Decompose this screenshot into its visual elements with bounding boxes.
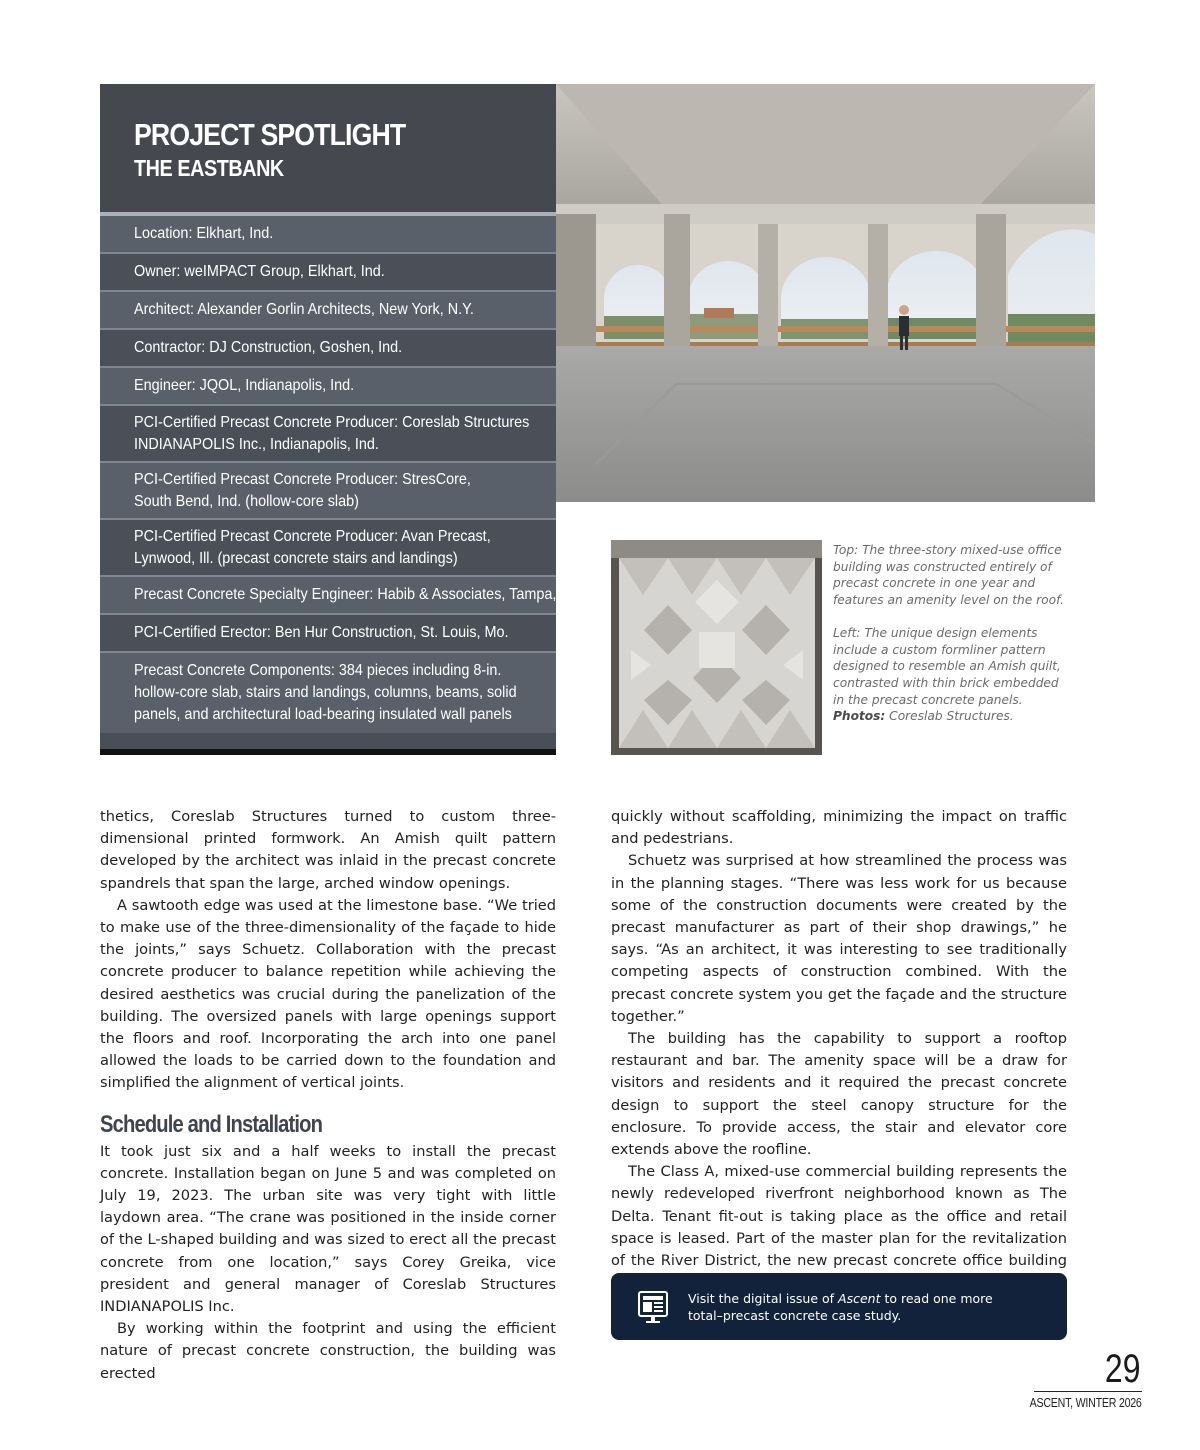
interior-arcade-photo bbox=[556, 84, 1095, 502]
article-column-right bbox=[611, 806, 1067, 1317]
photo-caption bbox=[833, 542, 1073, 725]
article-column-left bbox=[100, 806, 556, 1385]
spotlight-subtitle: THE EASTBANK bbox=[134, 155, 284, 181]
fact-erector: PCI-Certified Erector: Ben Hur Construction, St. Louis, Mo. bbox=[100, 615, 556, 653]
arcade-illustration bbox=[556, 84, 1095, 502]
section-heading: Schedule and Installation bbox=[100, 1110, 323, 1138]
spotlight-title: PROJECT SPOTLIGHT bbox=[134, 117, 406, 152]
paragraph: A sawtooth edge was used at the limestone base. “We tried to make use of the three-dimensionality of the façade to hide the joints,” says Schuetz. Collaboration with the precast concrete producer to balance repetition while achieving the desired aesthetics was crucial during the panelization of the building. The oversized panels with large openings support the floors and roof. Incorporating the arch into one panel allowed the loads to be carried down to the foundation and simplified the alignment of vertical joints. bbox=[100, 896, 556, 1092]
fact-engineer: Engineer: JQOL, Indianapolis, Ind. bbox=[100, 368, 556, 406]
fact-producer-avan: PCI-Certified Precast Concrete Producer: Avan Precast, Lynwood, Ill. (precast concrete stairs and landings) bbox=[100, 520, 556, 577]
caption-credit: Coreslab Structures. bbox=[885, 709, 1014, 724]
caption-top: Top: The three-story mixed-use office building was constructed entirely of precast concrete in one year and features an amenity level on the roof. bbox=[833, 543, 1065, 608]
fact-components: Precast Concrete Components: 384 pieces including 8-in. hollow-core slab, stairs and landings, columns, beams, solid panels, and architectural load-bearing insulated wall panels bbox=[100, 653, 556, 733]
caption-credit-label: Photos: bbox=[833, 709, 886, 724]
spotlight-fact-list bbox=[100, 216, 585, 733]
digital-issue-monitor-icon bbox=[638, 1289, 668, 1325]
quilt-pattern-illustration bbox=[611, 540, 822, 755]
paragraph: The building has the capability to support a rooftop restaurant and bar. The amenity space will be a draw for visitors and residents and it required the precast concrete design to support the steel canopy structure for the enclosure. To provide access, the stair and elevator core extends above the roofline. bbox=[611, 1030, 1067, 1159]
project-spotlight-panel bbox=[100, 84, 585, 755]
paragraph: By working within the footprint and using the efficient nature of precast concrete construction, the building was erected bbox=[100, 1320, 556, 1382]
fact-producer-coreslab: PCI-Certified Precast Concrete Producer: Coreslab Structures INDIANAPOLIS Inc., Indianapolis, Ind. bbox=[100, 406, 556, 463]
issue-folio: ASCENT, WINTER 2026 bbox=[1029, 1395, 1142, 1410]
paragraph: It took just six and a half weeks to install the precast concrete. Installation began on June 5 and was completed on July 19, 2023. The urban site was very tight with little laydown area. “The crane was positioned in the inside corner of the L-shaped building and was sized to erect all the precast concrete from one location,” says Corey Greika, vice president and general manager of Coreslab Structures INDIANAPOLIS Inc. bbox=[100, 1142, 556, 1316]
quilt-pattern-photo bbox=[611, 540, 822, 755]
fact-owner: Owner: weIMPACT Group, Elkhart, Ind. bbox=[100, 254, 556, 292]
spotlight-header bbox=[100, 84, 556, 212]
fact-location: Location: Elkhart, Ind. bbox=[100, 216, 556, 254]
paragraph: quickly without scaffolding, minimizing the impact on traffic and pedestrians. bbox=[611, 808, 1067, 848]
paragraph: Schuetz was surprised at how streamlined the process was in the planning stages. “There was less work for us because some of the construction documents were created by the precast manufacturer as part of their shop drawings,” he says. “As an architect, it was interesting to see traditionally competing aspects of construction combined. With the precast concrete system you get the façade and the structure together.” bbox=[611, 852, 1067, 1025]
paragraph: The Class A, mixed-use commercial building represents the newly redeveloped riverfront neighborhood known as The Delta. Tenant fit-out is taking place as the office and retail space is leased. Part of the master plan for the revitalization of the River District, the new precast concrete office building bbox=[611, 1161, 1067, 1316]
fact-producer-strescore: PCI-Certified Precast Concrete Producer: StresCore, South Bend, Ind. (hollow-core slab) bbox=[100, 463, 556, 520]
paragraph: thetics, Coreslab Structures turned to custom three-dimensional printed formwork. An Amish quilt pattern developed by the architect was inlaid in the precast concrete spandrels that span the large, arched window openings. bbox=[100, 808, 556, 892]
folio-rule bbox=[1034, 1391, 1142, 1392]
spotlight-bottom-bar bbox=[100, 749, 556, 755]
fact-specialty-engineer: Precast Concrete Specialty Engineer: Habib & Associates, Tampa, Fla. bbox=[100, 577, 556, 615]
caption-left: Left: The unique design elements include a custom formliner pattern designed to resemble an Amish quilt, contrasted with thin brick embedded in the precast concrete panels. Photos: Coreslab Structures. bbox=[833, 625, 1061, 724]
fact-contractor: Contractor: DJ Construction, Goshen, Ind. bbox=[100, 330, 556, 368]
page-number: 29 bbox=[1104, 1347, 1140, 1391]
promo-text: Visit the digital issue of Ascent to read one more total–precast concrete case study. bbox=[688, 1290, 993, 1323]
fact-architect: Architect: Alexander Gorlin Architects, New York, N.Y. bbox=[100, 292, 556, 330]
digital-issue-promo[interactable] bbox=[611, 1273, 1067, 1340]
